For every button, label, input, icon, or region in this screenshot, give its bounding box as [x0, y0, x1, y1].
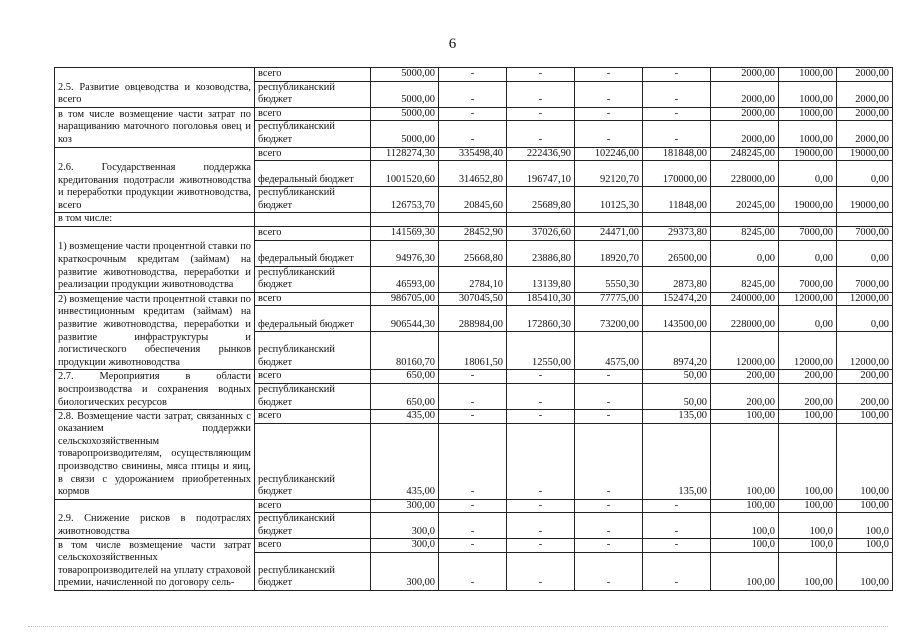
amount-cell: 185410,30 — [507, 292, 575, 306]
amount-cell: 18920,70 — [575, 240, 643, 266]
amount-cell: - — [575, 68, 643, 82]
amount-cell: 307045,50 — [439, 292, 507, 306]
amount-cell: 2000,00 — [837, 107, 893, 121]
amount-cell: 2000,00 — [711, 81, 779, 107]
funding-source: всего — [255, 68, 371, 82]
amount-cell: 143500,00 — [643, 306, 711, 332]
funding-source: федеральный бюджет — [255, 161, 371, 187]
amount-cell: 4575,00 — [575, 332, 643, 370]
amount-cell: 100,00 — [837, 410, 893, 424]
amount-cell: 50,00 — [643, 383, 711, 409]
amount-cell: 37026,60 — [507, 226, 575, 240]
funding-source: федеральный бюджет — [255, 240, 371, 266]
amount-cell: 7000,00 — [779, 226, 837, 240]
amount-cell: 2000,00 — [711, 107, 779, 121]
amount-cell: - — [439, 81, 507, 107]
amount-cell: 12000,00 — [837, 332, 893, 370]
funding-source: федеральный бюджет — [255, 306, 371, 332]
amount-cell: 5000,00 — [371, 121, 439, 147]
amount-cell: 300,0 — [371, 539, 439, 553]
funding-source: всего — [255, 107, 371, 121]
amount-cell: 12000,00 — [779, 332, 837, 370]
amount-cell: 100,00 — [837, 499, 893, 513]
amount-cell: 200,00 — [837, 383, 893, 409]
amount-cell: 986705,00 — [371, 292, 439, 306]
amount-cell: - — [643, 107, 711, 121]
amount-cell: 1000,00 — [779, 121, 837, 147]
amount-cell: 2000,00 — [837, 68, 893, 82]
amount-cell: 126753,70 — [371, 187, 439, 213]
table-row — [55, 410, 893, 424]
amount-cell: 135,00 — [643, 410, 711, 424]
amount-cell: - — [643, 68, 711, 82]
amount-cell: - — [575, 423, 643, 499]
page-bottom-rule — [28, 626, 888, 627]
empty-cell — [439, 213, 507, 227]
amount-cell: 0,00 — [837, 306, 893, 332]
amount-cell: 73200,00 — [575, 306, 643, 332]
amount-cell: - — [643, 539, 711, 553]
amount-cell: - — [575, 121, 643, 147]
amount-cell: 650,00 — [371, 370, 439, 384]
amount-cell: - — [507, 499, 575, 513]
amount-cell: 228000,00 — [711, 161, 779, 187]
amount-cell: 19000,00 — [837, 147, 893, 161]
amount-cell: - — [575, 499, 643, 513]
amount-cell: 0,00 — [779, 240, 837, 266]
table-row — [55, 147, 893, 161]
amount-cell: 0,00 — [711, 240, 779, 266]
amount-cell: - — [575, 370, 643, 384]
amount-cell: 2000,00 — [837, 121, 893, 147]
amount-cell: 181848,00 — [643, 147, 711, 161]
amount-cell: - — [643, 553, 711, 591]
measure-description: в том числе возмещение части затрат по наращиванию маточного поголовья овец и коз — [55, 107, 255, 147]
amount-cell: 18061,50 — [439, 332, 507, 370]
amount-cell: - — [507, 383, 575, 409]
amount-cell: - — [507, 513, 575, 539]
amount-cell: 0,00 — [837, 240, 893, 266]
amount-cell: 2000,00 — [711, 68, 779, 82]
amount-cell: - — [439, 513, 507, 539]
amount-cell: 102246,00 — [575, 147, 643, 161]
amount-cell: - — [507, 68, 575, 82]
amount-cell: 13139,80 — [507, 266, 575, 292]
amount-cell: 200,00 — [779, 383, 837, 409]
amount-cell: 152474,20 — [643, 292, 711, 306]
amount-cell: 24471,00 — [575, 226, 643, 240]
amount-cell: 0,00 — [779, 306, 837, 332]
amount-cell: 200,00 — [711, 383, 779, 409]
table-row — [55, 226, 893, 240]
amount-cell: 19000,00 — [837, 187, 893, 213]
amount-cell: - — [575, 81, 643, 107]
amount-cell: - — [507, 539, 575, 553]
amount-cell: 1000,00 — [779, 68, 837, 82]
funding-source: республиканский бюджет — [255, 513, 371, 539]
amount-cell: 141569,30 — [371, 226, 439, 240]
amount-cell: 7000,00 — [837, 266, 893, 292]
amount-cell: 2000,00 — [711, 121, 779, 147]
amount-cell: 196747,10 — [507, 161, 575, 187]
section-note: в том числе: — [55, 213, 255, 227]
amount-cell: - — [507, 370, 575, 384]
table-row — [55, 213, 893, 227]
amount-cell: 100,0 — [779, 539, 837, 553]
amount-cell: 300,00 — [371, 499, 439, 513]
funding-source: республиканский бюджет — [255, 187, 371, 213]
amount-cell: 100,00 — [711, 423, 779, 499]
funding-source: всего — [255, 226, 371, 240]
empty-cell — [779, 213, 837, 227]
amount-cell: 435,00 — [371, 423, 439, 499]
amount-cell: 7000,00 — [837, 226, 893, 240]
amount-cell: - — [643, 121, 711, 147]
table-row — [55, 292, 893, 306]
amount-cell: 1000,00 — [779, 107, 837, 121]
amount-cell: - — [575, 539, 643, 553]
amount-cell: 100,0 — [837, 539, 893, 553]
amount-cell: 0,00 — [837, 161, 893, 187]
amount-cell: 2784,10 — [439, 266, 507, 292]
amount-cell: 50,00 — [643, 370, 711, 384]
amount-cell: 8245,00 — [711, 266, 779, 292]
amount-cell: - — [439, 107, 507, 121]
amount-cell: - — [575, 553, 643, 591]
amount-cell: 1000,00 — [779, 81, 837, 107]
funding-source: республиканский бюджет — [255, 383, 371, 409]
measure-description: 2.6. Государственная поддержка кредитования подотрасли животноводства и переработки продукции животноводства, всего — [55, 147, 255, 213]
amount-cell: - — [507, 81, 575, 107]
funding-source: республиканский бюджет — [255, 266, 371, 292]
table-row — [55, 539, 893, 553]
amount-cell: 248245,00 — [711, 147, 779, 161]
amount-cell: 2000,00 — [837, 81, 893, 107]
amount-cell: 8245,00 — [711, 226, 779, 240]
amount-cell: - — [439, 553, 507, 591]
funding-source: республиканский бюджет — [255, 332, 371, 370]
funding-source: всего — [255, 292, 371, 306]
amount-cell: 92120,70 — [575, 161, 643, 187]
amount-cell: 1001520,60 — [371, 161, 439, 187]
amount-cell: 100,00 — [779, 423, 837, 499]
funding-source: республиканский бюджет — [255, 81, 371, 107]
amount-cell: 100,0 — [779, 513, 837, 539]
amount-cell: 19000,00 — [779, 187, 837, 213]
amount-cell: 228000,00 — [711, 306, 779, 332]
amount-cell: 300,0 — [371, 513, 439, 539]
amount-cell: 12000,00 — [837, 292, 893, 306]
empty-cell — [643, 213, 711, 227]
amount-cell: 100,0 — [711, 539, 779, 553]
amount-cell: 5000,00 — [371, 68, 439, 82]
amount-cell: - — [439, 121, 507, 147]
amount-cell: 100,00 — [779, 499, 837, 513]
amount-cell: - — [439, 499, 507, 513]
amount-cell: 0,00 — [779, 161, 837, 187]
amount-cell: 100,00 — [711, 410, 779, 424]
amount-cell: 222436,90 — [507, 147, 575, 161]
amount-cell: 7000,00 — [779, 266, 837, 292]
measure-description: 2) возмещение части процентной ставки по инвестиционным кредитам (займам) на развитие животноводства, переработки и развитие инфраструктуры и логистического обеспечения рынков продукции животноводства — [55, 292, 255, 370]
amount-cell: 100,00 — [711, 499, 779, 513]
amount-cell: - — [643, 499, 711, 513]
amount-cell: - — [439, 370, 507, 384]
amount-cell: - — [575, 513, 643, 539]
amount-cell: 335498,40 — [439, 147, 507, 161]
amount-cell: 20845,60 — [439, 187, 507, 213]
amount-cell: 100,00 — [711, 553, 779, 591]
empty-cell — [837, 213, 893, 227]
amount-cell: 100,00 — [779, 410, 837, 424]
amount-cell: - — [439, 539, 507, 553]
amount-cell: 100,00 — [779, 553, 837, 591]
amount-cell: 172860,30 — [507, 306, 575, 332]
amount-cell: - — [575, 383, 643, 409]
amount-cell: 19000,00 — [779, 147, 837, 161]
amount-cell: 2873,80 — [643, 266, 711, 292]
funding-source: всего — [255, 499, 371, 513]
funding-source: республиканский бюджет — [255, 121, 371, 147]
funding-source: всего — [255, 370, 371, 384]
amount-cell: 25689,80 — [507, 187, 575, 213]
amount-cell: - — [507, 410, 575, 424]
amount-cell: 200,00 — [711, 370, 779, 384]
program-funding-table — [54, 67, 893, 591]
amount-cell: - — [439, 383, 507, 409]
measure-description: 2.5. Развитие овцеводства и козоводства, всего — [55, 68, 255, 108]
table-body — [55, 68, 893, 591]
empty-cell — [255, 213, 371, 227]
amount-cell: 100,00 — [837, 423, 893, 499]
amount-cell: 80160,70 — [371, 332, 439, 370]
amount-cell: 906544,30 — [371, 306, 439, 332]
measure-description: в том числе возмещение части затрат сельскохозяйственных товаропроизводителей на уплату страховой премии, начисленной по договору сель- — [55, 539, 255, 591]
amount-cell: - — [575, 410, 643, 424]
amount-cell: 8974,20 — [643, 332, 711, 370]
amount-cell: 288984,00 — [439, 306, 507, 332]
amount-cell: 5000,00 — [371, 81, 439, 107]
funding-source: всего — [255, 410, 371, 424]
amount-cell: 94976,30 — [371, 240, 439, 266]
amount-cell: - — [507, 553, 575, 591]
amount-cell: 11848,00 — [643, 187, 711, 213]
empty-cell — [575, 213, 643, 227]
table-row — [55, 68, 893, 82]
amount-cell: 29373,80 — [643, 226, 711, 240]
amount-cell: 12000,00 — [711, 332, 779, 370]
amount-cell: 650,00 — [371, 383, 439, 409]
amount-cell: 26500,00 — [643, 240, 711, 266]
table-row — [55, 107, 893, 121]
amount-cell: 12000,00 — [779, 292, 837, 306]
measure-description: 2.7. Мероприятия в области воспроизводства и сохранения водных биологических ресурсов — [55, 370, 255, 410]
table-row — [55, 370, 893, 384]
amount-cell: 28452,90 — [439, 226, 507, 240]
amount-cell: 100,0 — [837, 513, 893, 539]
amount-cell: 135,00 — [643, 423, 711, 499]
amount-cell: 435,00 — [371, 410, 439, 424]
amount-cell: 200,00 — [837, 370, 893, 384]
amount-cell: 77775,00 — [575, 292, 643, 306]
amount-cell: 23886,80 — [507, 240, 575, 266]
empty-cell — [711, 213, 779, 227]
amount-cell: 25668,80 — [439, 240, 507, 266]
amount-cell: - — [439, 68, 507, 82]
amount-cell: 300,00 — [371, 553, 439, 591]
amount-cell: - — [643, 513, 711, 539]
amount-cell: 314652,80 — [439, 161, 507, 187]
measure-description: 2.8. Возмещение части затрат, связанных с оказанием поддержки сельскохозяйственным товаропроизводителям, осуществляющим производство свинины, мяса птицы и яиц, в связи с удорожанием приобретенных кормов — [55, 410, 255, 500]
amount-cell: 20245,00 — [711, 187, 779, 213]
measure-description: 2.9. Снижение рисков в подотраслях животноводства — [55, 499, 255, 539]
amount-cell: 100,00 — [837, 553, 893, 591]
empty-cell — [371, 213, 439, 227]
funding-source: республиканский бюджет — [255, 553, 371, 591]
amount-cell: - — [439, 410, 507, 424]
amount-cell: - — [643, 81, 711, 107]
amount-cell: 5000,00 — [371, 107, 439, 121]
amount-cell: 46593,00 — [371, 266, 439, 292]
amount-cell: - — [507, 107, 575, 121]
amount-cell: 200,00 — [779, 370, 837, 384]
amount-cell: 100,0 — [711, 513, 779, 539]
amount-cell: 5550,30 — [575, 266, 643, 292]
amount-cell: - — [507, 121, 575, 147]
empty-cell — [507, 213, 575, 227]
amount-cell: 1128274,30 — [371, 147, 439, 161]
amount-cell: - — [575, 107, 643, 121]
amount-cell: 240000,00 — [711, 292, 779, 306]
page-number: 6 — [448, 36, 457, 52]
amount-cell: 12550,00 — [507, 332, 575, 370]
funding-source: всего — [255, 147, 371, 161]
funding-source: республиканский бюджет — [255, 423, 371, 499]
amount-cell: 10125,30 — [575, 187, 643, 213]
funding-source: всего — [255, 539, 371, 553]
amount-cell: - — [439, 423, 507, 499]
measure-description: 1) возмещение части процентной ставки по краткосрочным кредитам (займам) на развитие животноводства, переработки и реализации продукции животноводства — [55, 226, 255, 292]
amount-cell: 170000,00 — [643, 161, 711, 187]
amount-cell: - — [507, 423, 575, 499]
table-row — [55, 499, 893, 513]
